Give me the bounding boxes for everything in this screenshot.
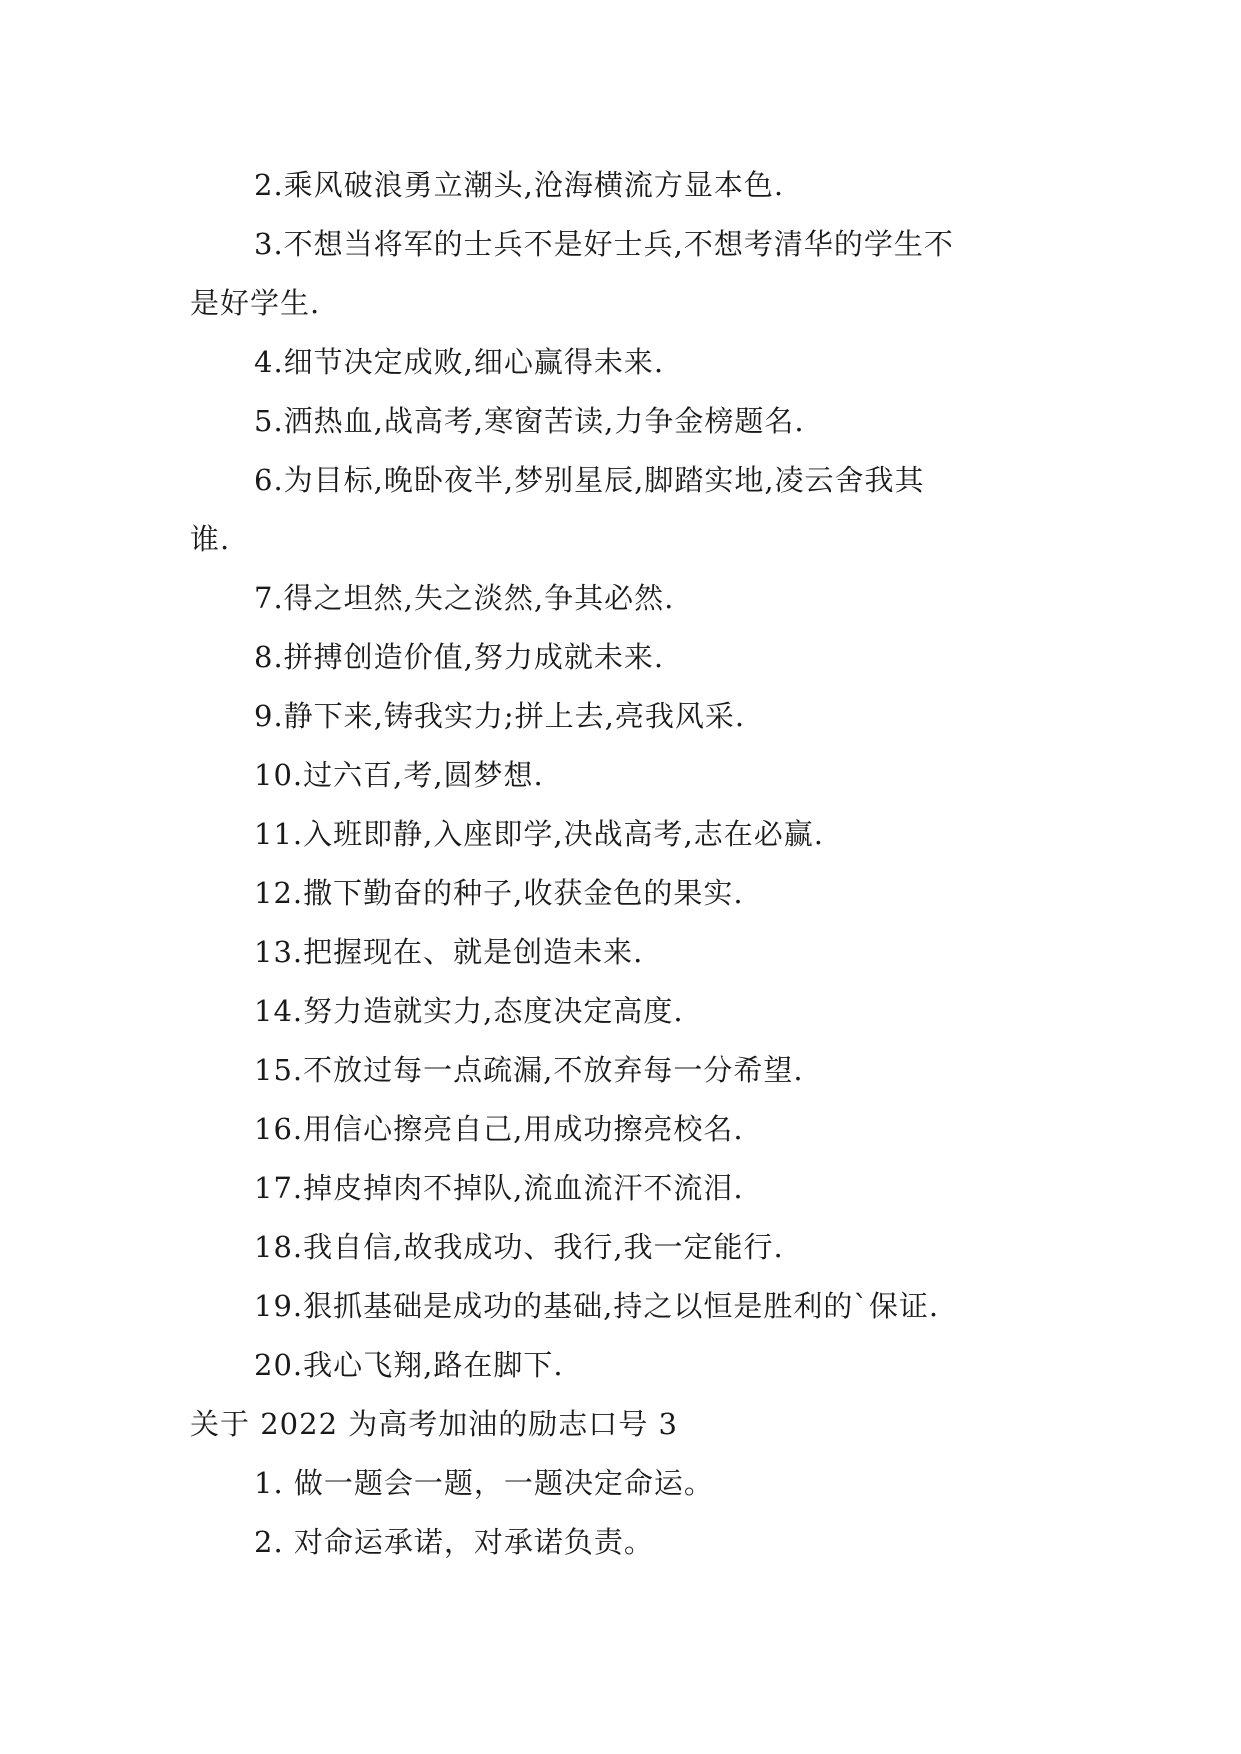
slogan-item: 16.用信心擦亮自己,用成功擦亮校名. <box>254 1112 744 1146</box>
slogan-item-continuation: 谁. <box>190 522 231 556</box>
slogan-item: 15.不放过每一点疏漏,不放弃每一分希望. <box>254 1053 804 1087</box>
slogan-item: 1. 做一题会一题，一题决定命运。 <box>254 1466 714 1500</box>
slogan-item: 10.过六百,考,圆梦想. <box>254 758 544 792</box>
slogan-item: 9.静下来,铸我实力;拼上去,亮我风采. <box>254 699 746 733</box>
slogan-item: 6.为目标,晚卧夜半,梦别星辰,脚踏实地,凌云舍我其 <box>254 463 925 497</box>
slogan-item-continuation: 是好学生. <box>190 286 321 320</box>
section-heading: 关于 2022 为高考加油的励志口号 3 <box>190 1407 678 1441</box>
slogan-item: 12.撒下勤奋的种子,收获金色的果实. <box>254 876 744 910</box>
slogan-item: 4.细节决定成败,细心赢得未来. <box>254 345 665 379</box>
slogan-item: 5.洒热血,战高考,寒窗苦读,力争金榜题名. <box>254 404 805 438</box>
slogan-item: 8.拼搏创造价值,努力成就未来. <box>254 640 665 674</box>
slogan-item: 20.我心飞翔,路在脚下. <box>254 1348 564 1382</box>
slogan-item: 3.不想当将军的士兵不是好士兵,不想考清华的学生不 <box>254 227 954 261</box>
slogan-item: 11.入班即静,入座即学,决战高考,志在必赢. <box>254 817 824 851</box>
slogan-item: 2.乘风破浪勇立潮头,沧海横流方显本色. <box>254 168 785 202</box>
slogan-item: 14.努力造就实力,态度决定高度. <box>254 994 684 1028</box>
slogan-item: 19.狠抓基础是成功的基础,持之以恒是胜利的`保证. <box>254 1289 940 1323</box>
slogan-item: 13.把握现在、就是创造未来. <box>254 935 644 969</box>
slogan-item: 18.我自信,故我成功、我行,我一定能行. <box>254 1230 784 1264</box>
slogan-item: 7.得之坦然,失之淡然,争其必然. <box>254 581 675 615</box>
slogan-item: 17.掉皮掉肉不掉队,流血流汗不流泪. <box>254 1171 744 1205</box>
slogan-item: 2. 对命运承诺，对承诺负责。 <box>254 1525 654 1559</box>
